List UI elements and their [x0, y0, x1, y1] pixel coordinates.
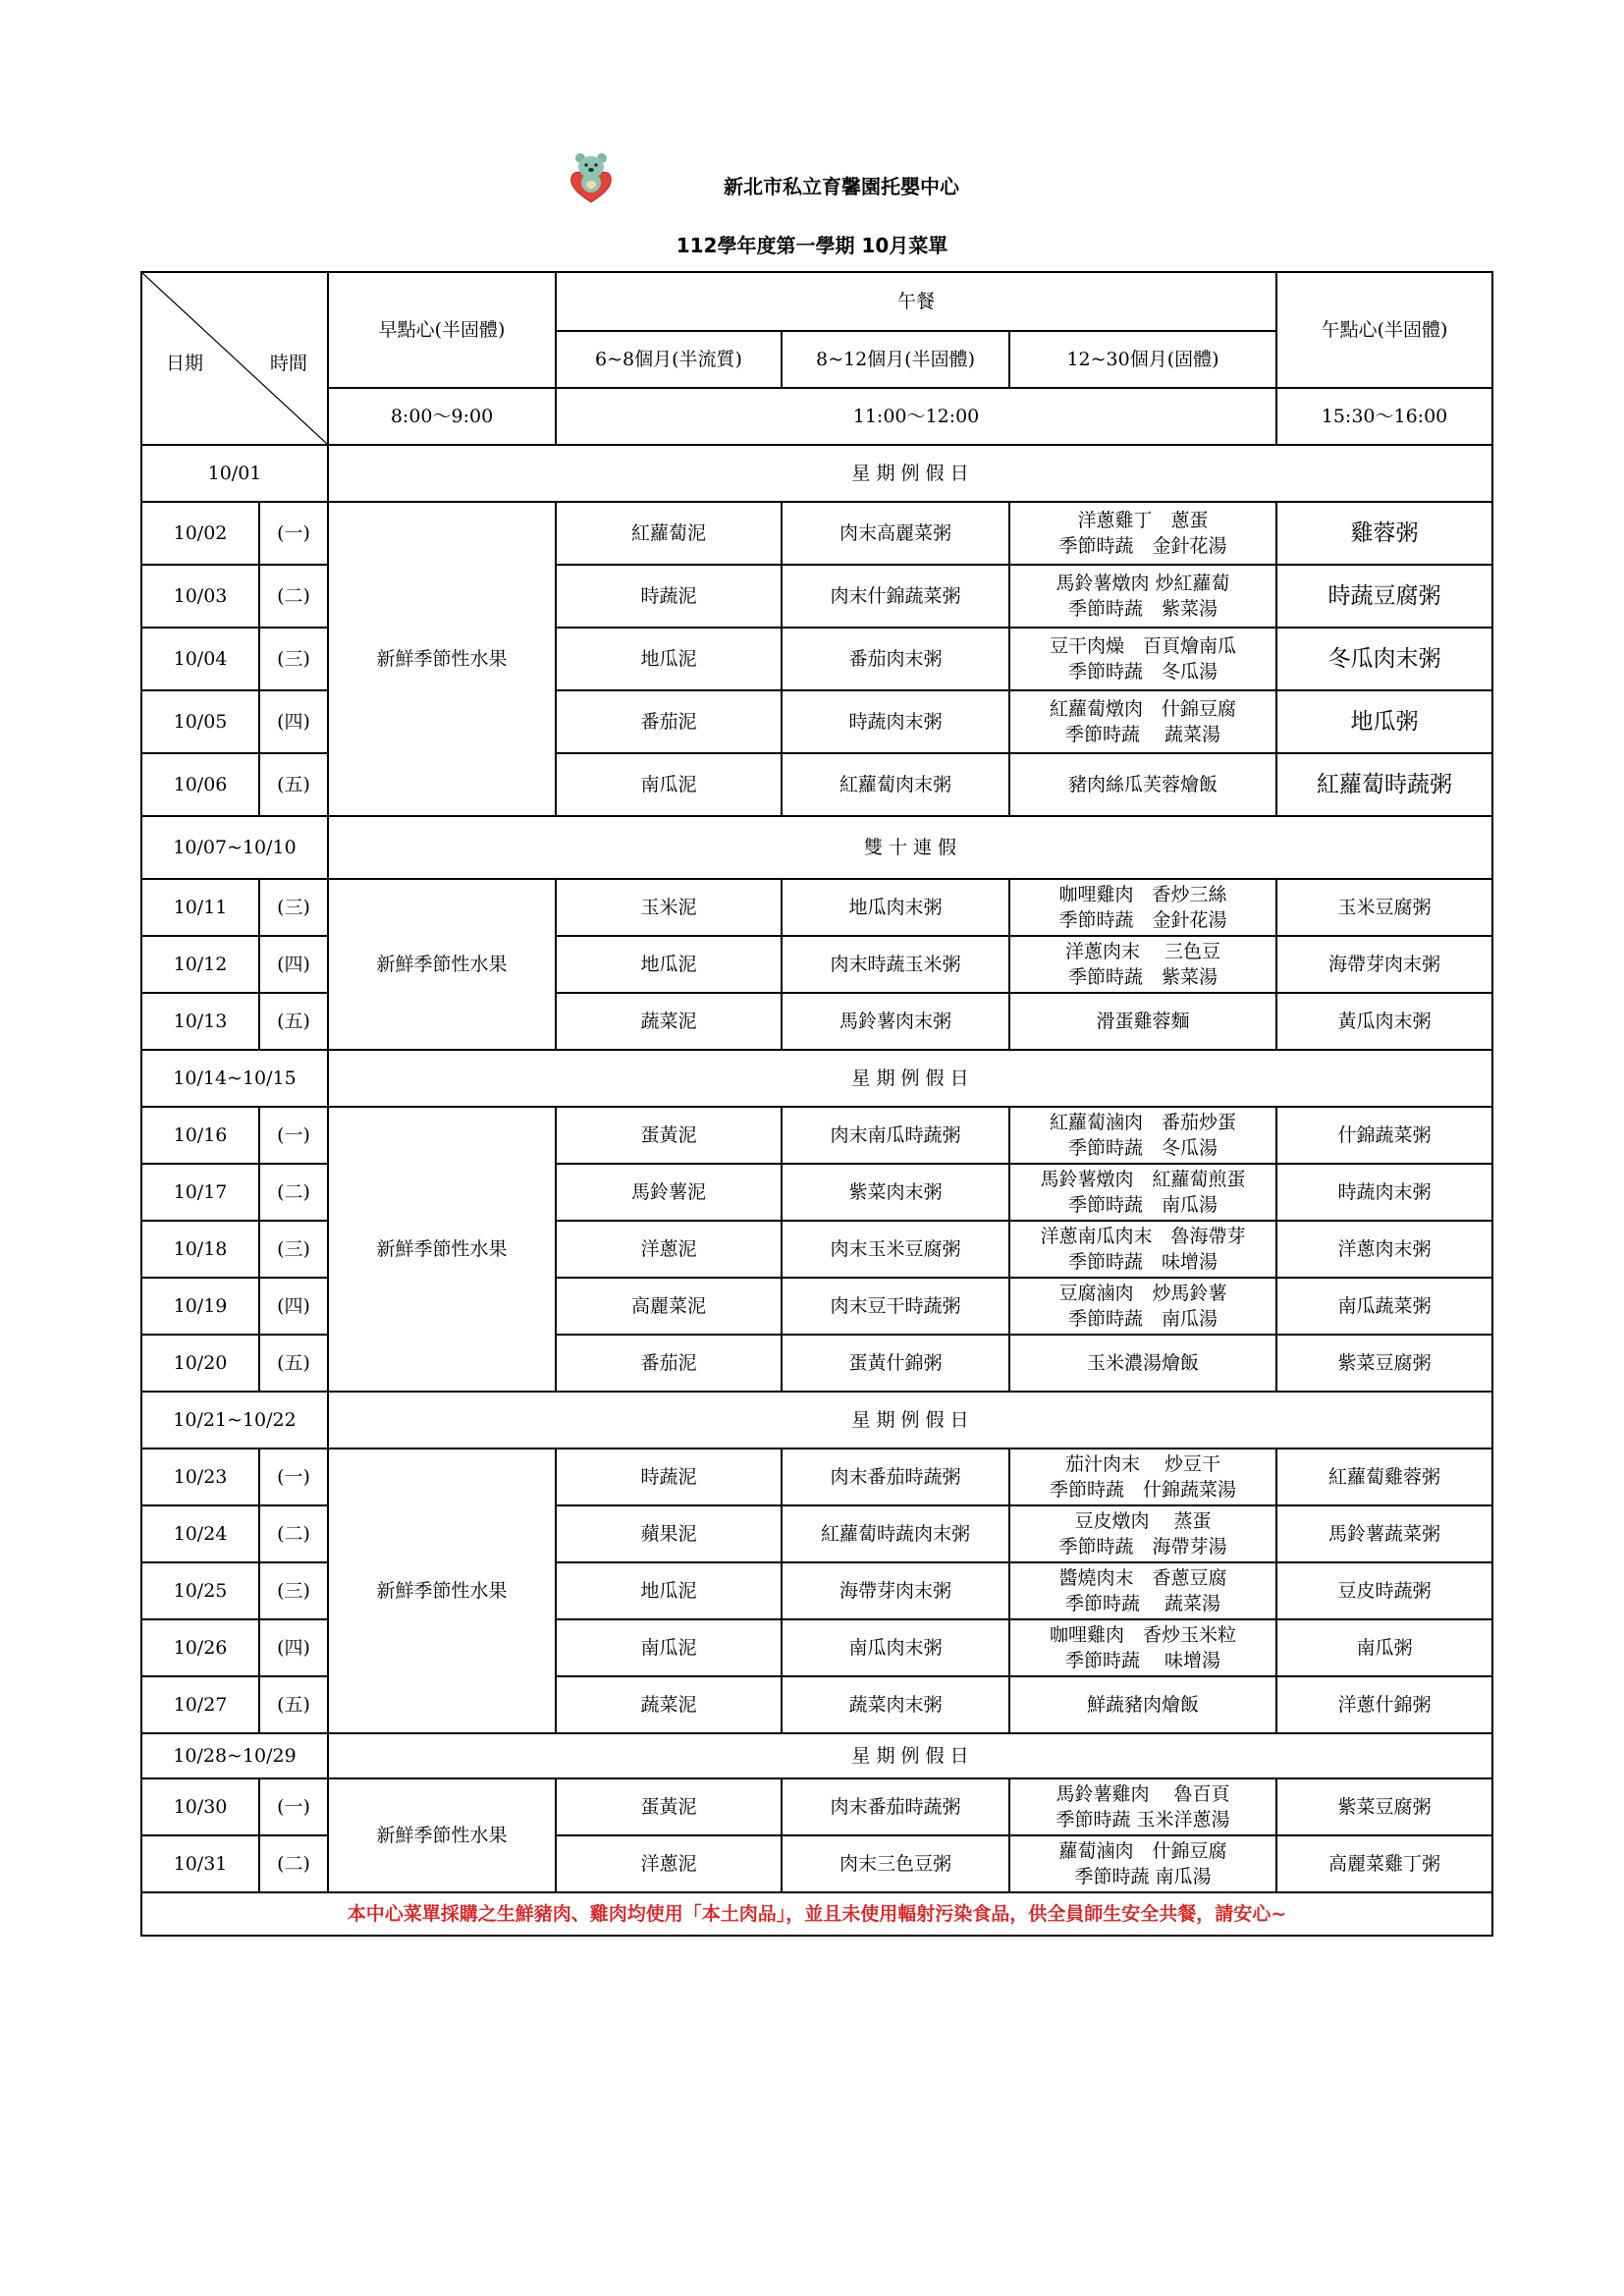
dish-line-1: 馬鈴薯燉肉 紅蘿蔔煎蛋 — [1040, 1169, 1246, 1190]
lunch-12-30-dish — [1009, 1505, 1276, 1562]
lunch-8-12-dish: 番茄肉末粥 — [782, 628, 1009, 690]
day-date: 10/26 — [141, 1619, 259, 1676]
dish-line-2: 季節時蔬 金針花湯 — [1058, 909, 1227, 931]
dish-line-1: 洋蔥雞丁 蔥蛋 — [1077, 510, 1209, 531]
lunch-8-12-dish: 海帶芽肉末粥 — [782, 1562, 1009, 1619]
time-header-label: 時間 — [269, 353, 307, 374]
breakfast-fruit: 新鮮季節性水果 — [328, 502, 556, 816]
afternoon-time: 15:30～16:00 — [1276, 388, 1492, 445]
afternoon-dish: 紅蘿蔔雞蓉粥 — [1276, 1449, 1492, 1505]
day-date: 10/03 — [141, 565, 259, 628]
lunch-6-8-dish: 高麗菜泥 — [556, 1278, 782, 1335]
lunch-6-8-dish: 洋蔥泥 — [556, 1835, 782, 1892]
dish-line-2: 季節時蔬 紫菜湯 — [1067, 966, 1218, 988]
day-date: 10/20 — [141, 1335, 259, 1392]
breakfast-header: 早點心(半固體) — [328, 272, 556, 388]
holiday-label: 星 期 例 假 日 — [328, 1733, 1492, 1778]
lunch-6-8-dish: 紅蘿蔔泥 — [556, 502, 782, 565]
menu-day-row — [141, 1778, 1492, 1835]
day-date: 10/24 — [141, 1505, 259, 1562]
dish-line-1: 豬肉絲瓜芙蓉燴飯 — [1067, 774, 1218, 795]
afternoon-dish: 南瓜粥 — [1276, 1619, 1492, 1676]
day-weekday: (二) — [259, 565, 328, 628]
menu-day-row — [141, 1449, 1492, 1505]
day-date: 10/11 — [141, 879, 259, 936]
day-date: 10/12 — [141, 936, 259, 993]
lunch-8-12-dish: 肉末什錦蔬菜粥 — [782, 565, 1009, 628]
dish-line-1: 洋蔥南瓜肉末 魯海帶芽 — [1040, 1226, 1246, 1247]
day-date: 10/19 — [141, 1278, 259, 1335]
day-date: 10/17 — [141, 1164, 259, 1221]
day-weekday: (四) — [259, 690, 328, 753]
lunch-12-30-dish — [1009, 993, 1276, 1050]
menu-subtitle: 112學年度第一學期 10月菜單 — [676, 234, 948, 257]
menu-day-row — [141, 879, 1492, 936]
dish-line-2: 季節時蔬 冬瓜湯 — [1067, 1137, 1218, 1159]
dish-line-1: 蘿蔔滷肉 什錦豆腐 — [1058, 1840, 1227, 1862]
lunch-6-8-dish: 蔬菜泥 — [556, 993, 782, 1050]
lunch-6-8-dish: 時蔬泥 — [556, 565, 782, 628]
lunch-8-12-dish: 蔬菜肉末粥 — [782, 1676, 1009, 1733]
dish-line-2: 季節時蔬 蔬菜湯 — [1064, 724, 1221, 745]
dish-line-1: 豆皮燉肉 蒸蛋 — [1074, 1510, 1212, 1532]
holiday-row — [141, 1050, 1492, 1107]
day-weekday: (三) — [259, 1562, 328, 1619]
lunch-12-30-dish — [1009, 1221, 1276, 1278]
lunch-12-30-dish — [1009, 879, 1276, 936]
lunch-12-30-dish — [1009, 1164, 1276, 1221]
lunch-8-12-header: 8~12個月(半固體) — [782, 331, 1009, 388]
lunch-time: 11:00～12:00 — [556, 388, 1276, 445]
dish-line-1: 玉米濃湯燴飯 — [1086, 1352, 1199, 1374]
dish-line-2: 季節時蔬 什錦蔬菜湯 — [1049, 1479, 1236, 1501]
lunch-12-30-dish — [1009, 1278, 1276, 1335]
lunch-12-30-dish — [1009, 1676, 1276, 1733]
day-weekday: (四) — [259, 936, 328, 993]
day-weekday: (一) — [259, 1778, 328, 1835]
dish-line-1: 紅蘿蔔燉肉 什錦豆腐 — [1049, 698, 1236, 720]
day-weekday: (五) — [259, 753, 328, 816]
lunch-8-12-dish: 紅蘿蔔肉末粥 — [782, 753, 1009, 816]
holiday-date: 10/14~10/15 — [141, 1050, 328, 1107]
lunch-6-8-dish: 玉米泥 — [556, 879, 782, 936]
holiday-date: 10/07~10/10 — [141, 816, 328, 879]
lunch-12-30-dish — [1009, 1619, 1276, 1676]
holiday-row — [141, 1733, 1492, 1778]
day-weekday: (一) — [259, 502, 328, 565]
dish-line-1: 滑蛋雞蓉麵 — [1096, 1011, 1190, 1032]
lunch-12-30-header: 12~30個月(固體) — [1009, 331, 1276, 388]
lunch-8-12-dish: 肉末豆干時蔬粥 — [782, 1278, 1009, 1335]
menu-day-row — [141, 1107, 1492, 1164]
lunch-8-12-dish: 紅蘿蔔時蔬肉末粥 — [782, 1505, 1009, 1562]
dish-line-2: 季節時蔬 味增湯 — [1067, 1251, 1218, 1273]
day-date: 10/05 — [141, 690, 259, 753]
dish-line-1: 茄汁肉末 炒豆干 — [1064, 1453, 1221, 1475]
lunch-6-8-header: 6~8個月(半流質) — [556, 331, 782, 388]
afternoon-dish: 洋蔥肉末粥 — [1276, 1221, 1492, 1278]
day-date: 10/04 — [141, 628, 259, 690]
breakfast-fruit: 新鮮季節性水果 — [328, 1778, 556, 1892]
lunch-12-30-dish — [1009, 502, 1276, 565]
day-weekday: (三) — [259, 879, 328, 936]
afternoon-dish: 雞蓉粥 — [1276, 502, 1492, 565]
lunch-8-12-dish: 馬鈴薯肉末粥 — [782, 993, 1009, 1050]
afternoon-dish: 黃瓜肉末粥 — [1276, 993, 1492, 1050]
lunch-8-12-dish: 肉末時蔬玉米粥 — [782, 936, 1009, 993]
lunch-12-30-dish — [1009, 1335, 1276, 1392]
lunch-12-30-dish — [1009, 565, 1276, 628]
day-weekday: (三) — [259, 628, 328, 690]
dish-line-1: 咖哩雞肉 香炒玉米粒 — [1049, 1624, 1236, 1646]
lunch-6-8-dish: 洋蔥泥 — [556, 1221, 782, 1278]
day-date: 10/25 — [141, 1562, 259, 1619]
holiday-row — [141, 1392, 1492, 1449]
dish-line-1: 紅蘿蔔滷肉 番茄炒蛋 — [1049, 1112, 1236, 1133]
footnote-row — [141, 1892, 1492, 1936]
lunch-12-30-dish — [1009, 936, 1276, 993]
day-weekday: (一) — [259, 1107, 328, 1164]
lunch-6-8-dish: 南瓜泥 — [556, 1619, 782, 1676]
day-weekday: (三) — [259, 1221, 328, 1278]
day-date: 10/13 — [141, 993, 259, 1050]
lunch-8-12-dish: 蛋黃什錦粥 — [782, 1335, 1009, 1392]
dish-line-1: 馬鈴薯燉肉 炒紅蘿蔔 — [1056, 573, 1230, 594]
corner-header-cell — [141, 272, 328, 445]
lunch-8-12-dish: 肉末番茄時蔬粥 — [782, 1449, 1009, 1505]
lunch-12-30-dish — [1009, 628, 1276, 690]
breakfast-time: 8:00～9:00 — [328, 388, 556, 445]
afternoon-dish: 地瓜粥 — [1276, 690, 1492, 753]
day-weekday: (二) — [259, 1505, 328, 1562]
dish-line-2: 季節時蔬 蔬菜湯 — [1064, 1593, 1221, 1614]
dish-line-2: 季節時蔬 南瓜湯 — [1067, 1308, 1218, 1330]
afternoon-dish: 冬瓜肉末粥 — [1276, 628, 1492, 690]
dish-line-1: 醬燒肉末 香蔥豆腐 — [1058, 1567, 1227, 1589]
dish-line-2: 季節時蔬 海帶芽湯 — [1058, 1536, 1227, 1558]
menu-table — [140, 271, 1493, 1937]
dish-line-2: 季節時蔬 金針花湯 — [1058, 535, 1227, 557]
afternoon-dish: 時蔬豆腐粥 — [1276, 565, 1492, 628]
lunch-8-12-dish: 肉末高麗菜粥 — [782, 502, 1009, 565]
footnote-text: 本中心菜單採購之生鮮豬肉、雞肉均使用「本土肉品」，並且未使用輻射污染食品，供全員師生安全共餐，請安心~ — [141, 1892, 1492, 1936]
lunch-6-8-dish: 蛋黃泥 — [556, 1778, 782, 1835]
day-weekday: (五) — [259, 993, 328, 1050]
afternoon-dish: 高麗菜雞丁粥 — [1276, 1835, 1492, 1892]
lunch-12-30-dish — [1009, 1562, 1276, 1619]
dish-line-2: 季節時蔬 南瓜湯 — [1074, 1866, 1212, 1887]
dish-line-2: 季節時蔬 玉米洋蔥湯 — [1056, 1809, 1230, 1831]
day-date: 10/30 — [141, 1778, 259, 1835]
holiday-row — [141, 816, 1492, 879]
lunch-6-8-dish: 番茄泥 — [556, 690, 782, 753]
lunch-8-12-dish: 肉末玉米豆腐粥 — [782, 1221, 1009, 1278]
afternoon-dish: 什錦蔬菜粥 — [1276, 1107, 1492, 1164]
dish-line-1: 馬鈴薯雞肉 魯百頁 — [1056, 1783, 1230, 1805]
lunch-6-8-dish: 地瓜泥 — [556, 936, 782, 993]
organization-title: 新北市私立育馨園托嬰中心 — [724, 175, 959, 198]
afternoon-dish: 海帶芽肉末粥 — [1276, 936, 1492, 993]
date-header-label: 日期 — [166, 353, 204, 374]
holiday-date: 10/28~10/29 — [141, 1733, 328, 1778]
lunch-8-12-dish: 肉末三色豆粥 — [782, 1835, 1009, 1892]
day-date: 10/31 — [141, 1835, 259, 1892]
afternoon-dish: 時蔬肉末粥 — [1276, 1164, 1492, 1221]
lunch-12-30-dish — [1009, 1449, 1276, 1505]
day-weekday: (五) — [259, 1335, 328, 1392]
breakfast-fruit: 新鮮季節性水果 — [328, 879, 556, 1050]
menu-day-row — [141, 502, 1492, 565]
lunch-6-8-dish: 番茄泥 — [556, 1335, 782, 1392]
breakfast-fruit: 新鮮季節性水果 — [328, 1449, 556, 1733]
lunch-12-30-dish — [1009, 1835, 1276, 1892]
afternoon-header: 午點心(半固體) — [1276, 272, 1492, 388]
dish-line-1: 鮮蔬豬肉燴飯 — [1086, 1694, 1199, 1716]
dish-line-2: 季節時蔬 紫菜湯 — [1067, 598, 1218, 620]
afternoon-dish: 玉米豆腐粥 — [1276, 879, 1492, 936]
afternoon-dish: 紫菜豆腐粥 — [1276, 1778, 1492, 1835]
lunch-6-8-dish: 蔬菜泥 — [556, 1676, 782, 1733]
dish-line-2: 季節時蔬 南瓜湯 — [1067, 1194, 1218, 1216]
holiday-label: 雙 十 連 假 — [328, 816, 1492, 879]
day-weekday: (五) — [259, 1676, 328, 1733]
day-date: 10/02 — [141, 502, 259, 565]
dish-line-1: 豆干肉燥 百頁燴南瓜 — [1049, 635, 1236, 657]
lunch-12-30-dish — [1009, 1778, 1276, 1835]
dish-line-1: 咖哩雞肉 香炒三絲 — [1058, 884, 1227, 905]
afternoon-dish: 南瓜蔬菜粥 — [1276, 1278, 1492, 1335]
lunch-12-30-dish — [1009, 753, 1276, 816]
lunch-6-8-dish: 地瓜泥 — [556, 628, 782, 690]
day-date: 10/16 — [141, 1107, 259, 1164]
afternoon-dish: 紫菜豆腐粥 — [1276, 1335, 1492, 1392]
holiday-date: 10/01 — [141, 445, 328, 502]
lunch-12-30-dish — [1009, 690, 1276, 753]
lunch-12-30-dish — [1009, 1107, 1276, 1164]
breakfast-fruit: 新鮮季節性水果 — [328, 1107, 556, 1392]
lunch-8-12-dish: 地瓜肉末粥 — [782, 879, 1009, 936]
day-weekday: (二) — [259, 1835, 328, 1892]
lunch-8-12-dish: 肉末南瓜時蔬粥 — [782, 1107, 1009, 1164]
holiday-label: 星 期 例 假 日 — [328, 445, 1492, 502]
lunch-6-8-dish: 馬鈴薯泥 — [556, 1164, 782, 1221]
lunch-6-8-dish: 地瓜泥 — [556, 1562, 782, 1619]
lunch-6-8-dish: 時蔬泥 — [556, 1449, 782, 1505]
holiday-date: 10/21~10/22 — [141, 1392, 328, 1449]
afternoon-dish: 豆皮時蔬粥 — [1276, 1562, 1492, 1619]
day-weekday: (四) — [259, 1619, 328, 1676]
lunch-8-12-dish: 南瓜肉末粥 — [782, 1619, 1009, 1676]
dish-line-2: 季節時蔬 味增湯 — [1064, 1650, 1221, 1671]
holiday-label: 星 期 例 假 日 — [328, 1050, 1492, 1107]
holiday-row — [141, 445, 1492, 502]
day-date: 10/23 — [141, 1449, 259, 1505]
lunch-8-12-dish: 時蔬肉末粥 — [782, 690, 1009, 753]
day-date: 10/18 — [141, 1221, 259, 1278]
day-weekday: (四) — [259, 1278, 328, 1335]
dish-line-1: 洋蔥肉末 三色豆 — [1064, 941, 1221, 962]
dish-line-1: 豆腐滷肉 炒馬鈴薯 — [1058, 1283, 1227, 1304]
lunch-header: 午餐 — [556, 272, 1276, 331]
day-weekday: (二) — [259, 1164, 328, 1221]
day-weekday: (一) — [259, 1449, 328, 1505]
lunch-8-12-dish: 紫菜肉末粥 — [782, 1164, 1009, 1221]
day-date: 10/06 — [141, 753, 259, 816]
afternoon-dish: 馬鈴薯蔬菜粥 — [1276, 1505, 1492, 1562]
lunch-8-12-dish: 肉末番茄時蔬粥 — [782, 1778, 1009, 1835]
lunch-6-8-dish: 南瓜泥 — [556, 753, 782, 816]
afternoon-dish: 紅蘿蔔時蔬粥 — [1276, 753, 1492, 816]
lunch-6-8-dish: 蘋果泥 — [556, 1505, 782, 1562]
afternoon-dish: 洋蔥什錦粥 — [1276, 1676, 1492, 1733]
lunch-6-8-dish: 蛋黃泥 — [556, 1107, 782, 1164]
holiday-label: 星 期 例 假 日 — [328, 1392, 1492, 1449]
dish-line-2: 季節時蔬 冬瓜湯 — [1067, 661, 1218, 683]
day-date: 10/27 — [141, 1676, 259, 1733]
